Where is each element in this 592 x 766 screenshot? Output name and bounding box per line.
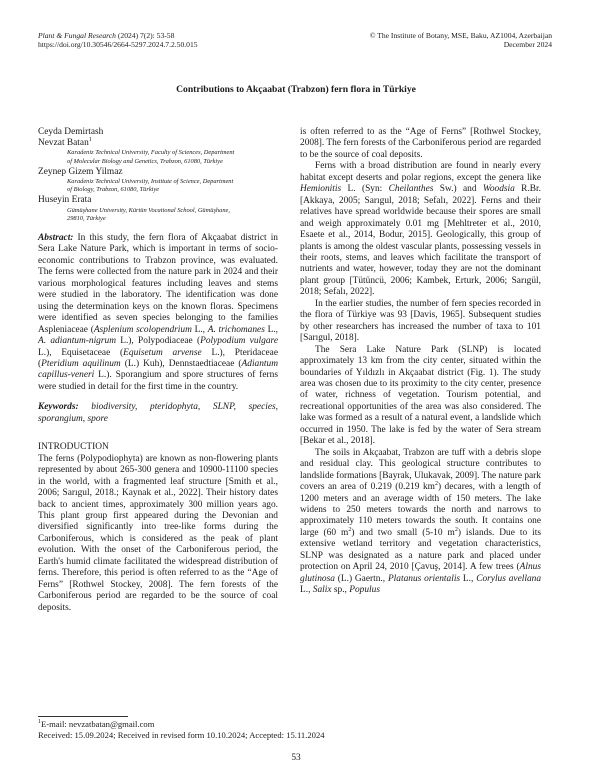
journal-name: Plant & Fungal Research — [38, 31, 116, 40]
paper-title: Contributions to Akçaabat (Trabzon) fern flora in Türkiye — [176, 84, 416, 95]
journal-volume: (2024) 7(2): 53-58 — [115, 31, 175, 40]
intro-paragraph-5: The soils in Akçaabat, Trabzon are tuff with a debris slope and residual clay. This geological structure contributes to landslide formations [Bayrak, Ulukavak, 2009]. The nature park covers an area of 0.219 (0.219 $km^2$) decares, with a length of 1200 meters and an average width of 150 meters. The lake widens to 250 meters towards the north and narrows to approximately 110 meters towards the south. It contains one large (60 $m^2$) and two small (5-10 $m^2$) islands. Due to its extensive wetland territory and vegetation characteristics, SLNP was designated as a nature park and placed under protection on April 24, 2010 [Çavuş, 2014]. A few trees (Alnus glutinosa (L.) Gaertn., Platanus orientalis L., Corylus avellana L., Salix sp., Populus — [300, 447, 542, 596]
intro-paragraph-1: The ferns (Polypodiophyta) are known as non-flowering plants represented by about 265-300 genera and 10900-11100 species in the world, with a fragmented leaf structure [Smith et al., 2006; Sarıgul, 2018.; Kaynak et al., 2022]. Their history dates back to ancient times, approximately 300 million years ago. This plant group first appeared during the Devonian and diversified significantly into tree-like forms during the Carboniferous, which is considered as the peak of plant evolution. With the onset of the Carboniferous period, the Earth's humid climate facilitated the widespread distribution of ferns. Therefore, this period is often referred to as the “Age of Ferns” [Rothwel Stockey, 2008]. The fern forests of the Carboniferous period are regarded to be the source of coal deposits. — [38, 453, 278, 613]
intro-paragraph-1-continued: is often referred to as the “Age of Ferns” [Rothwel Stockey, 2008]. The fern forests of the Carboniferous period are regarded to be the source of coal deposits. — [300, 127, 541, 160]
author-affiliation: Karadeniz Technical University, Institute of Science, Department of Biology, Trabzon, 61080, Türkiye — [67, 178, 234, 194]
author-affiliation: Gümüşhane University, Kürtün Vocational School, Gümüşhane, 29810, Türkiye — [67, 206, 230, 222]
intro-paragraph-3: In the earlier studies, the number of fern species recorded in the flora of Türkiye was 93 [Davis, 1965]. Subsequent studies by other researchers has increased the number of taxa to 101 [Sarıgul, 2018]. — [300, 298, 541, 344]
author-name: Huseyin Erata — [38, 195, 92, 206]
left-column — [38, 127, 278, 613]
footnote-rule — [38, 716, 128, 717]
abstract: Abstract: In this study, the fern flora of Akçaabat district in Sera Lake Nature Park, which is important in terms of socio-economic contributions to Trabzon province, was evaluated. The ferns were collected from the nature park in 2024 and their various morphological features including leaves and stems were studied in the laboratory. The identification was done using the determination keys on the known floras. Specimens were identified as seven species belonging to the families Aspleniaceae (Asplenium scolopendrium L., A. trichomanes L., A. adiantum-nigrum L.), Polypodiaceae (Polypodium vulgare L.), Equisetaceae (Equisetum arvense L.), Pteridaceae (Pteridium aquilinum (L.) Kuh), Dennstaedtiaceae (Adiantum capillus-veneri L.). Sporangium and spore structures of ferns were studied in detail for the first time in the country. — [38, 233, 278, 392]
doi-link[interactable]: https://doi.org/10.30546/2664-5297.2024.7.2.50.015 — [38, 40, 198, 50]
copyright-line: © The Institute of Botany, MSE, Baku, AZ1004, Azerbaijan — [369, 31, 552, 40]
right-column — [300, 127, 541, 597]
intro-paragraph-4: The Sera Lake Nature Park (SLNP) is located approximately 13 km from the city center, situated within the boundaries of Yıldızlı in Akçaabat district (Fig. 1). The study area was chosen due to its proximity to the city center, presence of water, richness of vegetation. Tourism potential, and recreational opportunities of the area was also considered. The lake was formed as a result of a natural event, a landslide which occurred in 1950. The lake is fed by the water of Sera stream [Bekar et al., 2018]. — [300, 344, 541, 447]
keywords-label: Keywords: — [38, 402, 79, 413]
section-heading-introduction: INTRODUCTION — [38, 442, 109, 453]
intro-paragraph-2: Ferns with a broad distribution are found in nearly every habitat except deserts and polar regions, except the genera like Hemionitis L. (Syn: Cheilanthes Sw.) and Woodsia R.Br. [Akkaya, 2005; Sarıgul, 2018; Sefalı, 2022]. Ferns and their relatives have spread worldwide because their spores are small and weigh approximately 0.01 mg [Mehltreter et al., 2010, Esaete et al., 2014, Bodur, 2015]. Geologically, this group of plants is among the oldest vascular plants, possessing vessels in their roots, stems, and leaves which facilitate the transport of nutrients and water, however, today they are not the dominant plant group [Tütüncü, 2006; Kambek, Erturk, 2006; Sarıgül, 2018; Sefalı, 2022]. — [300, 161, 541, 298]
running-header-right — [370, 31, 552, 49]
footnote-marker: 1 — [88, 137, 92, 144]
author-name: Nevzat Batan$^1$ — [38, 137, 92, 149]
author-affiliation: Karadeniz Technical University, Faculty of Sciences, Department of Molecular Biology and Genetics, Trabzon, 61080, Türkiye — [67, 149, 235, 165]
abstract-label: Abstract: — [38, 233, 74, 244]
running-header-left — [38, 31, 198, 49]
footnote — [38, 719, 325, 742]
keywords: Keywords: biodiversity, pteridophyta, SLNP, species, sporangium, spore — [38, 402, 278, 424]
author-name: Ceyda Demirtash — [38, 127, 104, 137]
issue-date: December 2024 — [503, 40, 552, 50]
author-name: Zeynep Gizem Yilmaz — [38, 166, 123, 177]
corresponding-email[interactable]: $^1$E-mail: nevzatbatan@gmail.com — [38, 719, 155, 729]
page-number: 53 — [291, 753, 301, 763]
received-dates: Received: 15.09.2024; Received in revised form 10.10.2024; Accepted: 15.11.2024 — [38, 730, 325, 741]
